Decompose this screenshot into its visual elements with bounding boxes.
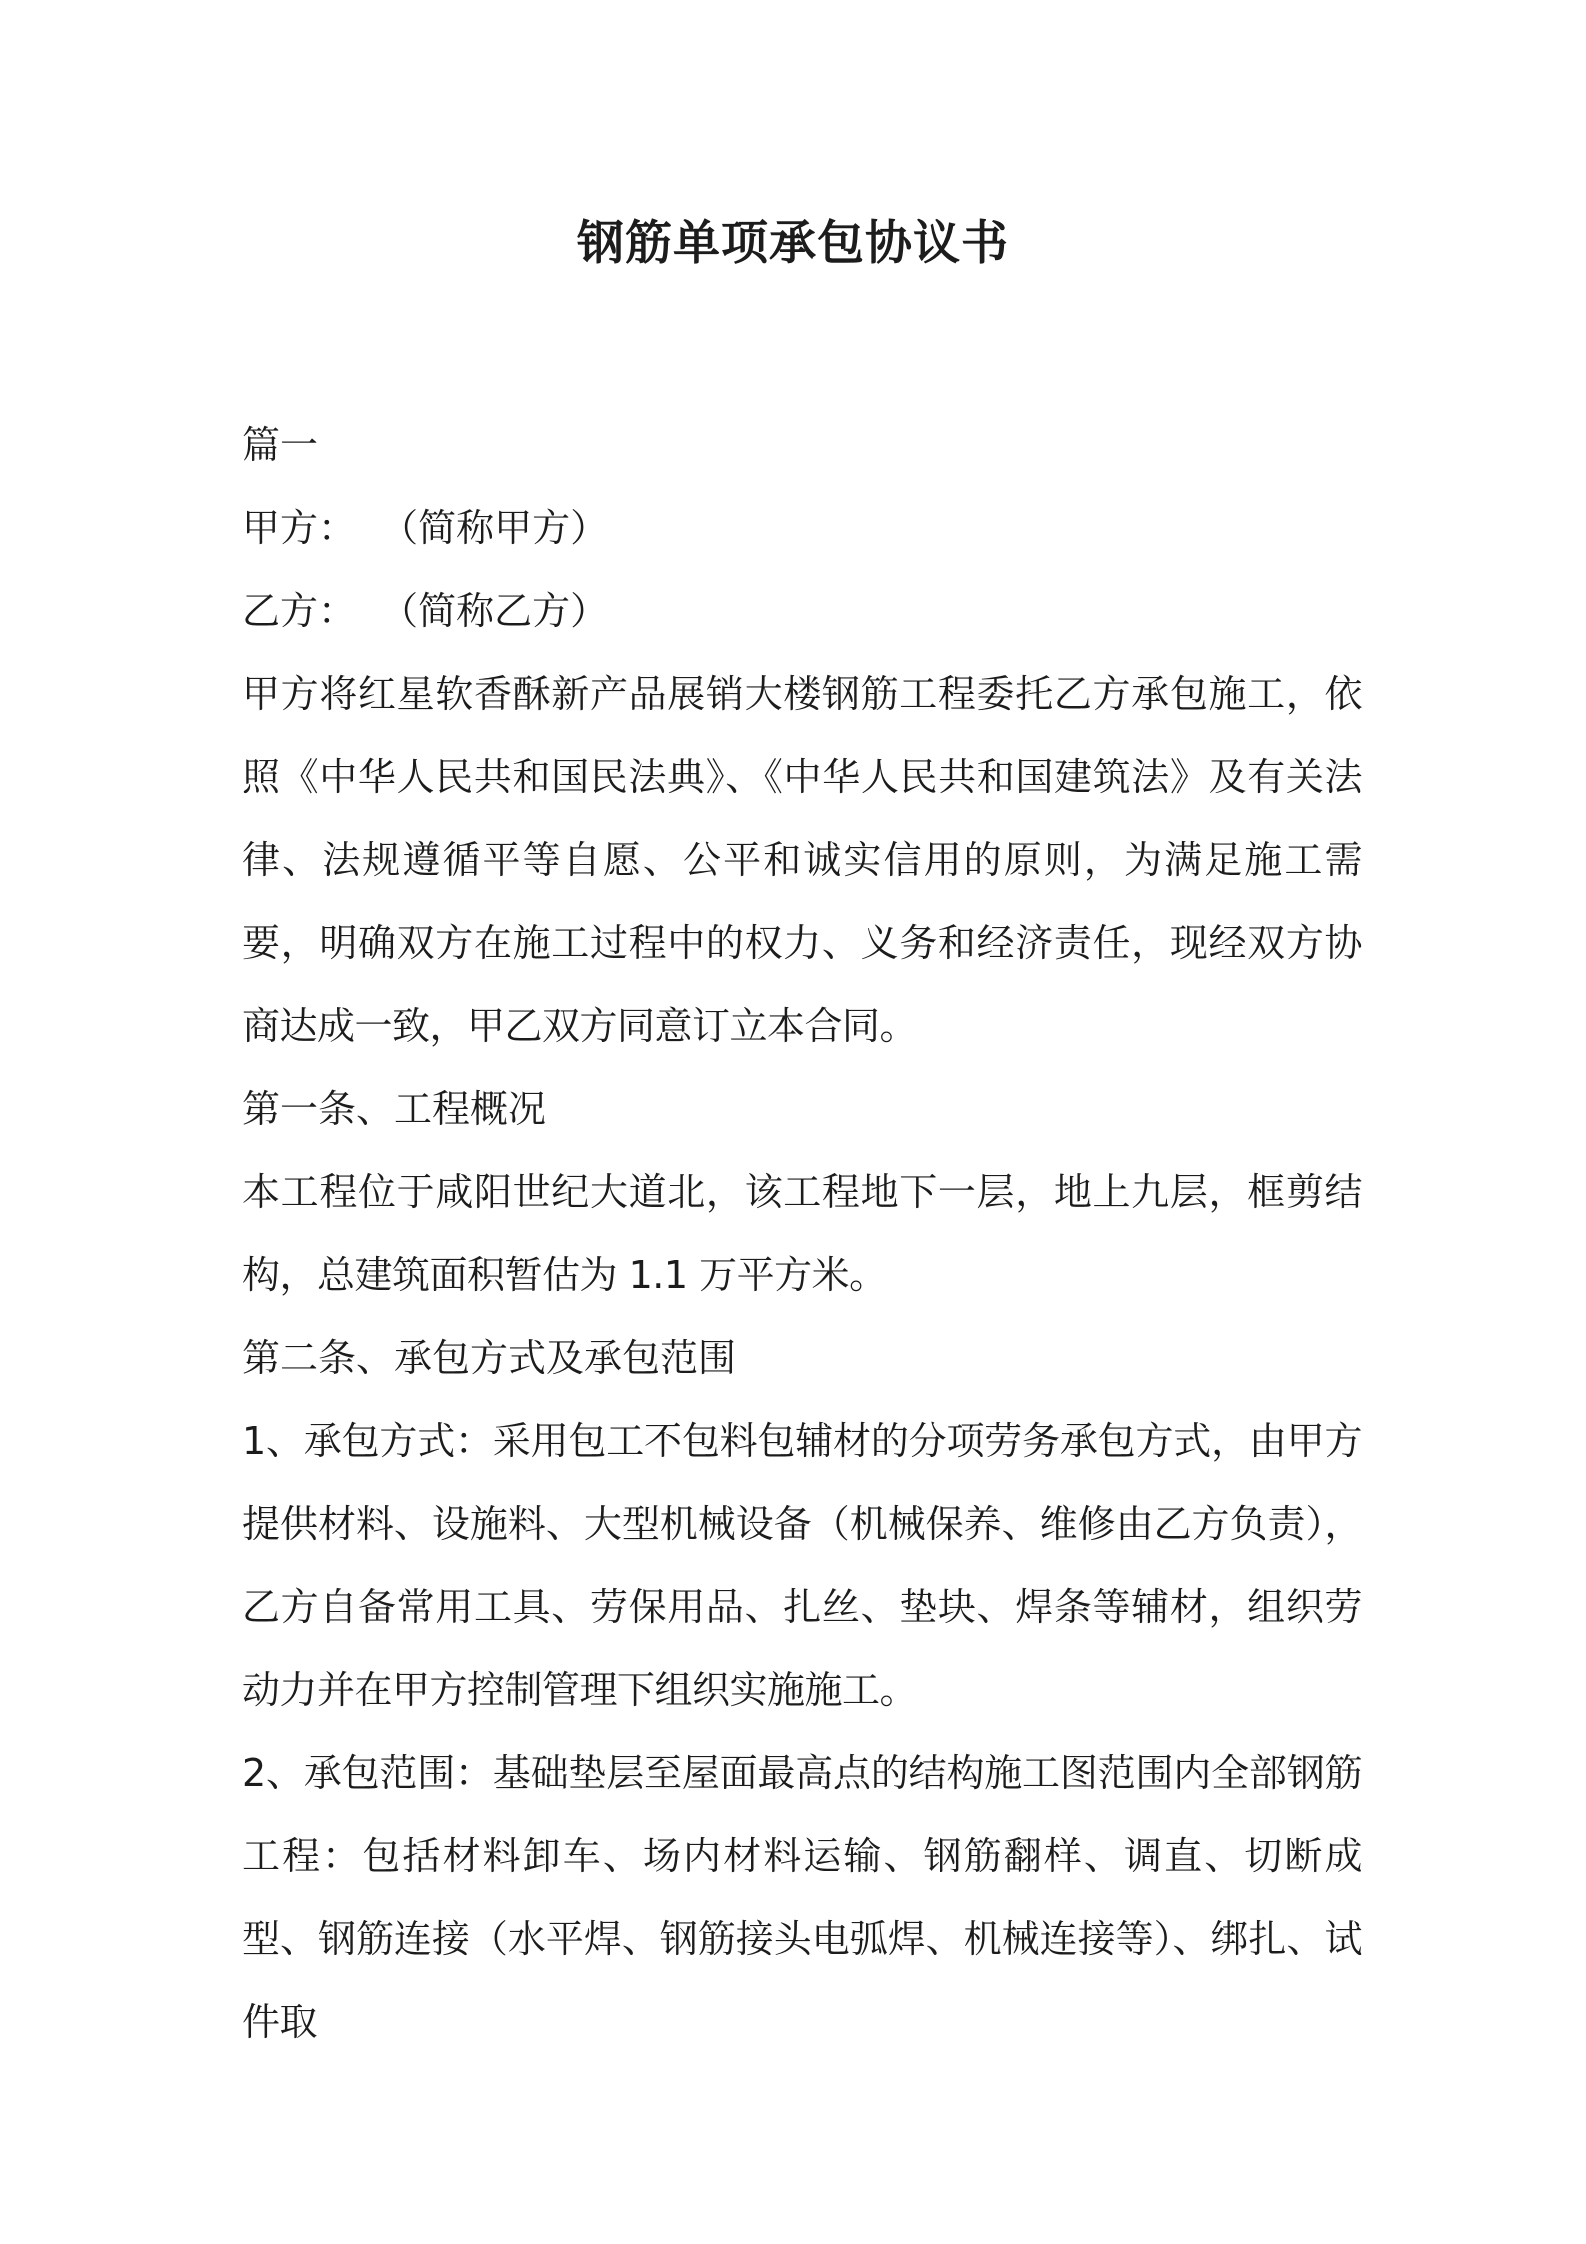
section-label: 篇一	[242, 423, 319, 467]
article-2-item-1: 1、承包方式：采用包工不包料包辅材的分项劳务承包方式，由甲方提供材料、设施料、大型机械设备（机械保养、维修由乙方负责），乙方自备常用工具、劳保用品、扎丝、垫块、焊条等辅材，组织劳动力并在甲方控制管理下组织实施施工。	[242, 1419, 1362, 1712]
document-title: 钢筋单项承包协议书	[577, 216, 1009, 271]
party-b-line: 乙方： （简称乙方）	[242, 589, 609, 633]
article-2-title: 第二条、承包方式及承包范围	[242, 1336, 737, 1380]
party-a-line: 甲方： （简称甲方）	[242, 506, 609, 550]
intro-paragraph: 甲方将红星软香酥新产品展销大楼钢筋工程委托乙方承包施工，依照《中华人民共和国民法典》、《中华人民共和国建筑法》及有关法律、法规遵循平等自愿、公平和诚实信用的原则，为满足施工需要，明确双方在施工过程中的权力、义务和经济责任，现经双方协商达成一致，甲乙双方同意订立本合同。	[242, 672, 1362, 1048]
article-2-item-2: 2、承包范围：基础垫层至屋面最高点的结构施工图范围内全部钢筋工程：包括材料卸车、场内材料运输、钢筋翻样、调直、切断成型、钢筋连接（水平焊、钢筋接头电弧焊、机械连接等）、绑扎、试件取	[242, 1751, 1362, 2044]
article-1-title: 第一条、工程概况	[242, 1087, 547, 1131]
document-body	[242, 404, 1362, 2064]
article-1-body: 本工程位于咸阳世纪大道北，该工程地下一层，地上九层，框剪结构，总建筑面积暂估为 1.1 万平方米。	[242, 1170, 1362, 1297]
